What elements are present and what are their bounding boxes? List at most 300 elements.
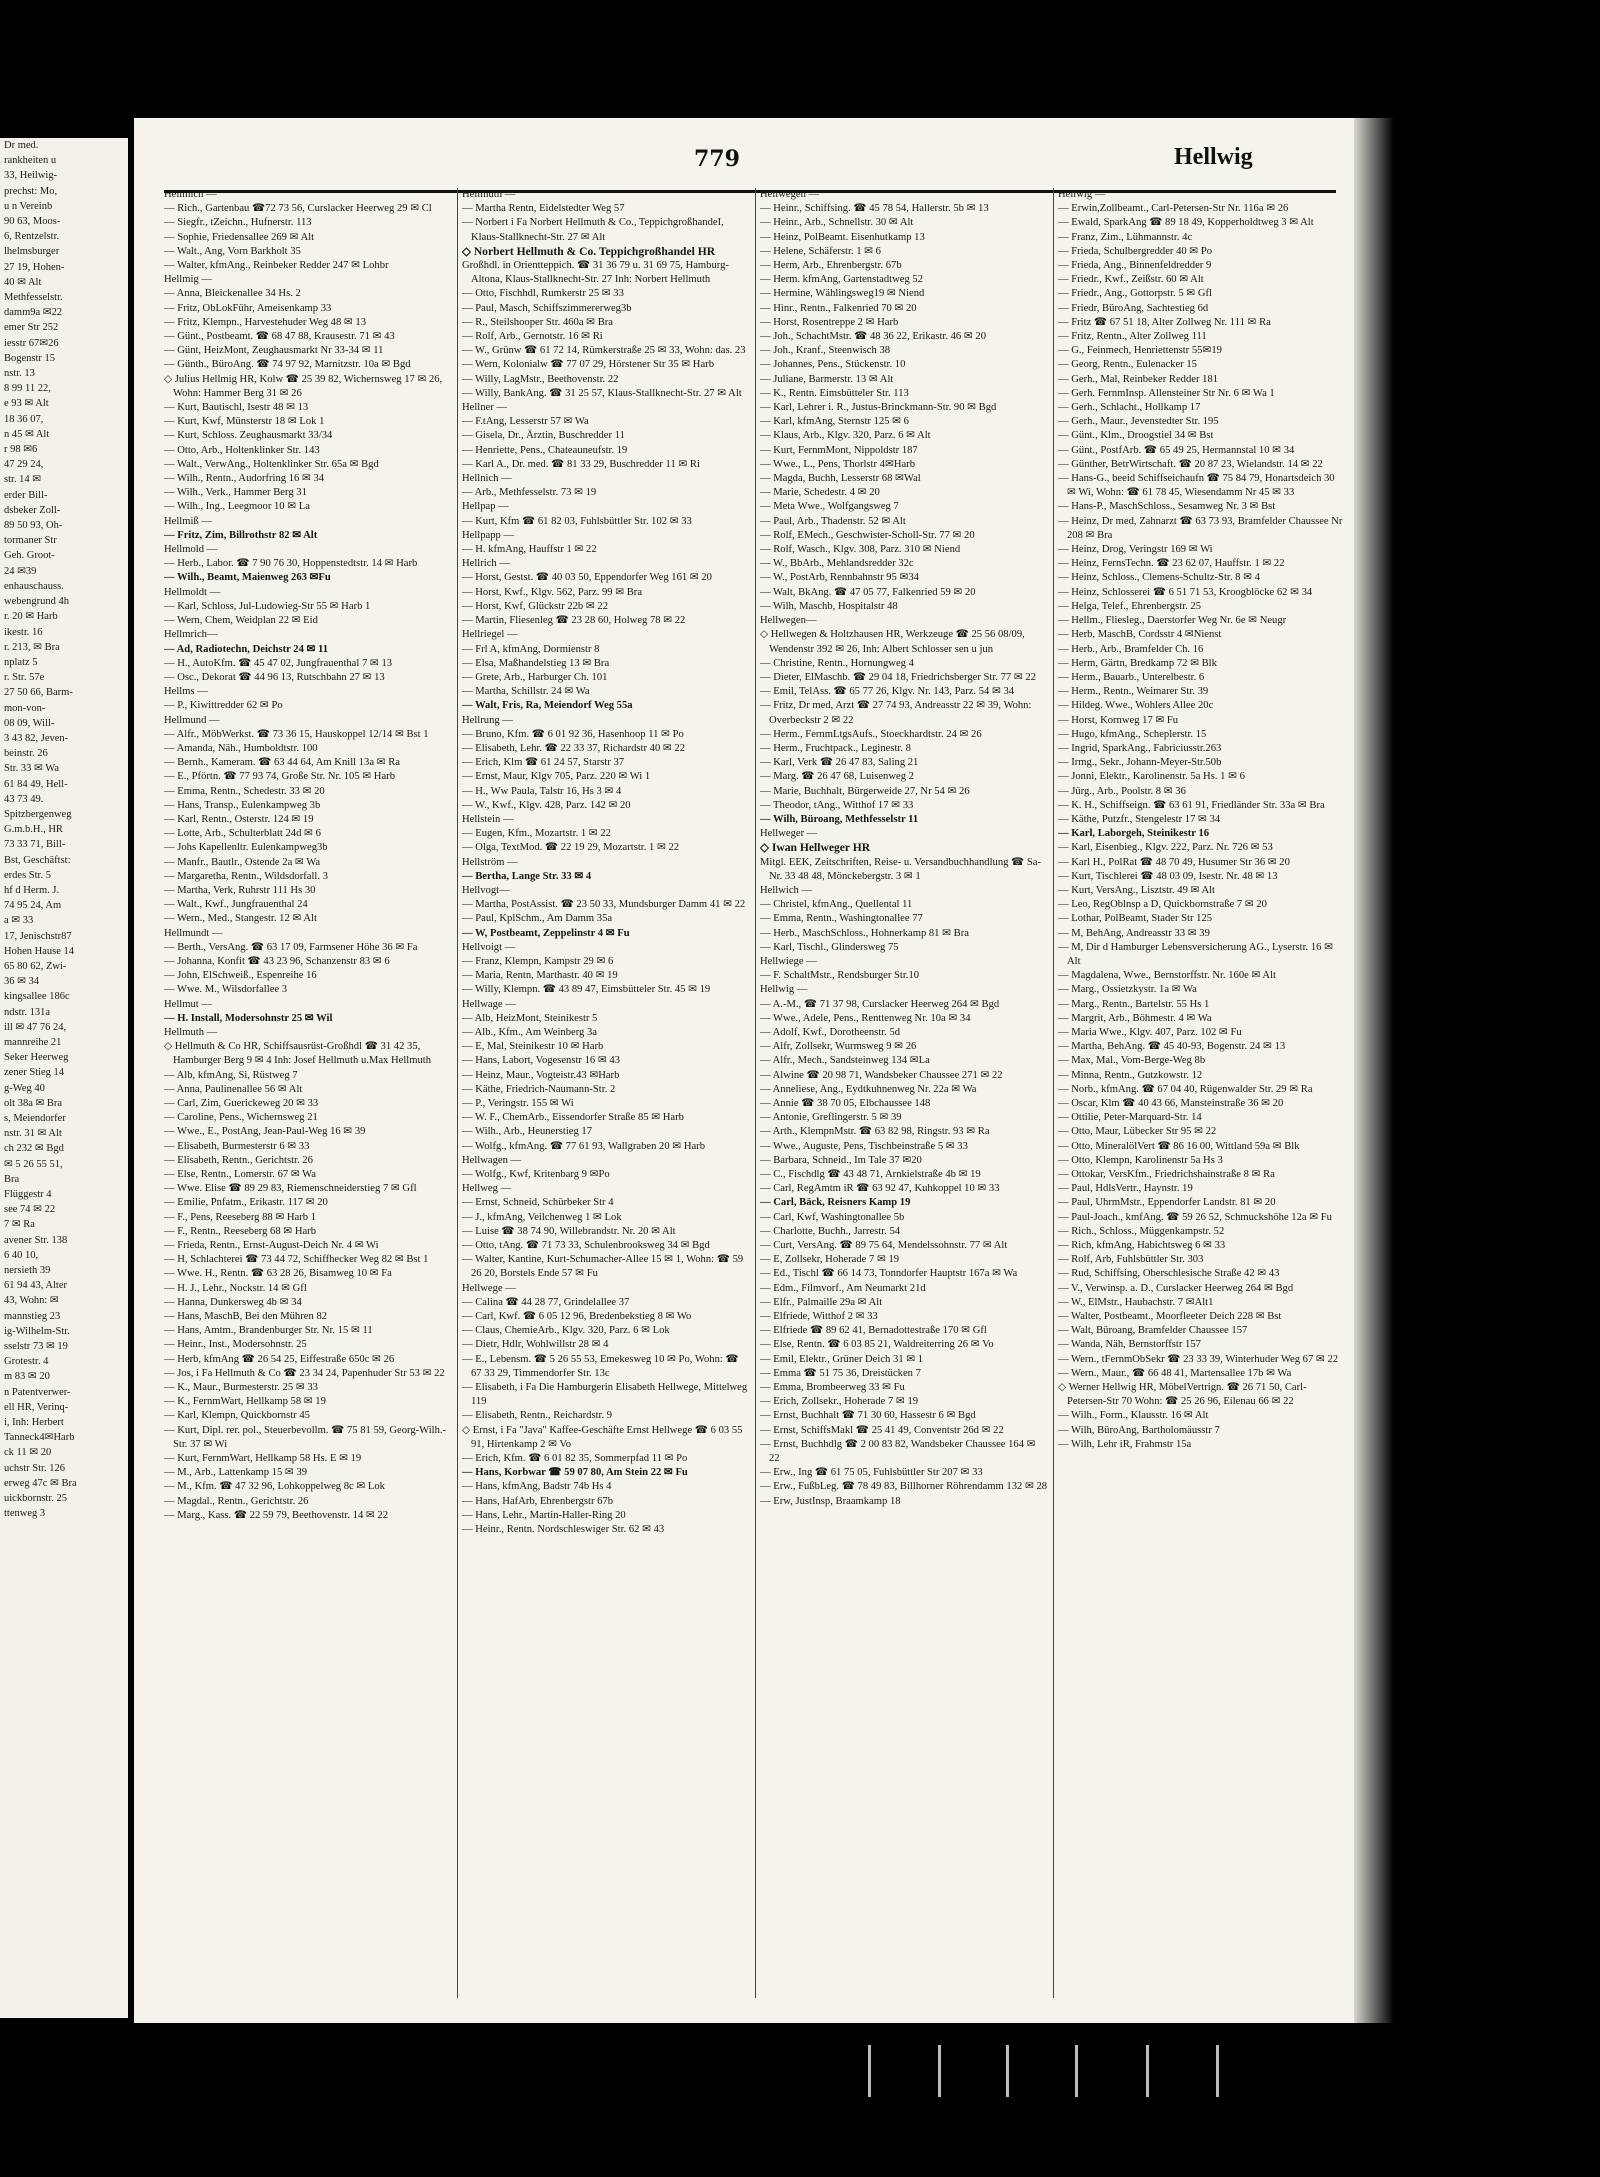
directory-entry: — Franz, Zim., Lühmannstr. 4c bbox=[1058, 231, 1193, 243]
directory-entry: — Willy, BankAng. ☎ 31 25 57, Klaus-Stallknecht-Str. 27 ✉ Alt bbox=[462, 387, 742, 399]
directory-entry: — Karl, kfmAng, Sternstr 125 ✉ 6 bbox=[760, 416, 909, 428]
left-page-line: beinstr. 26 bbox=[4, 748, 48, 760]
left-page-line: sselstr 73 ✉ 19 bbox=[4, 1341, 68, 1353]
directory-entry: — Wilh., Arb., Heunerstieg 17 bbox=[462, 1126, 593, 1138]
directory-entry: — Arth., KlempnMstr. ☎ 63 82 98, Ringstr. 93 ✉ Ra bbox=[760, 1126, 990, 1138]
directory-entry: — M., Arb., Lattenkamp 15 ✉ 39 bbox=[164, 1467, 308, 1479]
left-page-line: see 74 ✉ 22 bbox=[4, 1204, 56, 1216]
left-page-line: kingsallee 186c bbox=[4, 991, 70, 1003]
left-page-line: r 98 ✉6 bbox=[4, 444, 38, 456]
directory-entry: — Emil, TelAss. ☎ 65 77 26, Klgv. Nr. 143, Parz. 54 ✉ 34 bbox=[760, 686, 1015, 698]
directory-entry: — Antonie, Greflingerstr. 5 ✉ 39 bbox=[760, 1112, 902, 1124]
directory-entry: — Emma, Brombeerweg 33 ✉ Fu bbox=[760, 1382, 905, 1394]
left-page-line: nstr. 31 ✉ Alt bbox=[4, 1128, 62, 1140]
directory-entry: — Hans-G., beeid Schiffseichaufn ☎ 75 84 79, Honartsdeich 30 ✉ Wi, Wohn: ☎ 61 78 45, Wiesendamm Nr 45 ✉ 33 bbox=[1058, 473, 1335, 499]
directory-entry: — Amanda, Näh., Humboldtstr. 100 bbox=[164, 742, 318, 754]
directory-entry: — W., ElMstr., Haubachstr. 7 ✉Alt1 bbox=[1058, 1296, 1214, 1308]
column-heading: Hellmuth — bbox=[462, 189, 516, 200]
directory-entry: — Karl, Eisenbieg., Klgv. 222, Parz. Nr. 726 ✉ 53 bbox=[1058, 842, 1273, 854]
directory-entry: — M, BehAng, Andreasstr 33 ✉ 39 bbox=[1058, 927, 1210, 939]
directory-entry: — Otto, Fischhdl, Rumkerstr 25 ✉ 33 bbox=[462, 288, 624, 300]
directory-entry: ◇ Werner Hellwig HR, MöbelVertrign. ☎ 26 71 50, Carl-Petersen-Str 70 Wohn: ☎ 25 26 96, Eilenau 66 ✉ 22 bbox=[1058, 1382, 1307, 1408]
directory-entry: — H. kfmAng, Hauffstr 1 ✉ 22 bbox=[462, 544, 597, 556]
left-page-line: nstr. 13 bbox=[4, 368, 35, 380]
directory-entry: — F. SchaltMstr., Rendsburger Str.10 bbox=[760, 970, 920, 982]
directory-entry: — E., Lebensm. ☎ 5 26 55 53, Emekesweg 10 ✉ Po, Wohn: ☎ 67 33 29, Timmendorfer Str. 13c bbox=[462, 1353, 739, 1379]
directory-entry: — Eugen, Kfm., Mozartstr. 1 ✉ 22 bbox=[462, 828, 611, 840]
left-page-line: Tanneck4✉Harb bbox=[4, 1432, 75, 1444]
left-page-line: m 83 ✉ 20 bbox=[4, 1371, 50, 1383]
directory-entry: Hellwig — bbox=[760, 984, 808, 996]
directory-entry: — Walt., VerwAng., Holtenklinker Str. 65a ✉ Bgd bbox=[164, 458, 379, 470]
left-page-line: erweg 47c ✉ Bra bbox=[4, 1477, 77, 1489]
directory-entry: — Herb, MaschB, Cordsstr 4 ✉Nienst bbox=[1058, 629, 1222, 641]
directory-entry: — E, Mal, Steinikestr 10 ✉ Harb bbox=[462, 1041, 604, 1053]
directory-entry: — Ad, Radiotechn, Deichstr 24 ✉ 11 bbox=[164, 643, 329, 655]
directory-entry: Hellmiß — bbox=[164, 515, 212, 527]
directory-entry: — Rolf, Wasch., Klgv. 308, Parz. 310 ✉ Niend bbox=[760, 544, 961, 556]
directory-entry: — G., Feinmech, Henriettenstr 55✉19 bbox=[1058, 345, 1222, 357]
directory-entry: — Frl A, kfmAng, Dormienstr 8 bbox=[462, 643, 600, 655]
directory-entry: — Kurt, VersAng., Lisztstr. 49 ✉ Alt bbox=[1058, 884, 1215, 896]
directory-entry: — W. F., ChemArb., Eissendorfer Straße 85 ✉ Harb bbox=[462, 1112, 684, 1124]
directory-entry: — Emma, Rentn., Schedestr. 33 ✉ 20 bbox=[164, 785, 325, 797]
left-page-line: Bra bbox=[4, 1173, 20, 1185]
directory-entry: — Walter, Kantine, Kurt-Schumacher-Allee 15 ✉ 1, Wohn: ☎ 59 26 20, Borstels Ende 57 ✉ Fu bbox=[462, 1254, 744, 1280]
directory-entry: — Carl, Bäck, Reisners Kamp 19 bbox=[760, 1197, 911, 1209]
directory-entry: — Ingrid, SparkAng., Fabriciusstr.263 bbox=[1058, 742, 1222, 754]
left-page-line: Spitzbergenweg bbox=[4, 808, 72, 820]
left-page-line: nplatz 5 bbox=[4, 656, 38, 668]
directory-entry: Hellwage — bbox=[462, 998, 516, 1010]
running-head: Hellwig bbox=[1174, 144, 1253, 170]
directory-entry: — Paul, UhrmMstr., Eppendorfer Landstr. 81 ✉ 20 bbox=[1058, 1197, 1276, 1209]
directory-entry: — Alb, kfmAng, Si, Rüstweg 7 bbox=[164, 1069, 298, 1081]
left-page-line: 3 43 82, Jeven- bbox=[4, 732, 69, 744]
directory-entry: Hellmig — bbox=[164, 274, 212, 286]
directory-entry: Hellmut — bbox=[164, 998, 212, 1010]
left-page-line: s, Meiendorfer bbox=[4, 1113, 66, 1124]
directory-entry: — Norbert i Fa Norbert Hellmuth & Co., TeppichgroßhandeI, Klaus-Stallknecht-Str. 27 ✉ Alt bbox=[462, 217, 724, 243]
column-heading: Hellmich — bbox=[164, 189, 217, 200]
directory-entry: — Otto, MineralölVert ☎ 86 16 00, Wittland 59a ✉ Blk bbox=[1058, 1140, 1300, 1152]
directory-entry: Hellvogt— bbox=[462, 884, 510, 896]
directory-entry: — Rolf, Arb., Gernotstr. 16 ✉ Ri bbox=[462, 331, 603, 343]
directory-entry: — Karl, Laborgeh, Steinikestr 16 bbox=[1058, 828, 1210, 840]
left-page-line: ndstr. 131a bbox=[4, 1006, 51, 1018]
left-page-line: 73 33 71, Bill- bbox=[4, 839, 66, 851]
left-page-line: rankheiten u bbox=[4, 155, 57, 167]
directory-entry: — Martha, Verk, Ruhrstr 111 Hs 30 bbox=[164, 884, 316, 896]
directory-entry: — H. J., Lehr., Nockstr. 14 ✉ Gfl bbox=[164, 1282, 307, 1294]
directory-entry: — Carl, Kwf, Washingtonallee 5b bbox=[760, 1211, 905, 1223]
left-page-line: iesstr 67✉26 bbox=[4, 337, 59, 349]
directory-entry: — Maria Wwe., Klgv. 407, Parz. 102 ✉ Fu bbox=[1058, 1026, 1242, 1038]
directory-entry: — Norb., kfmAng. ☎ 67 04 40, Rügenwalder Str. 29 ✉ Ra bbox=[1058, 1083, 1313, 1095]
directory-entry: — Karl, Verk ☎ 26 47 83, Saling 21 bbox=[760, 757, 919, 769]
directory-entry: — Gerh., Maur., Jevenstedter Str. 195 bbox=[1058, 416, 1219, 428]
left-page-fragment bbox=[0, 138, 128, 2018]
directory-entry: — F.tAng, Lesserstr 57 ✉ Wa bbox=[462, 416, 589, 428]
directory-entry: — Wanda, Näh, Bernstorffstr 157 bbox=[1058, 1339, 1201, 1351]
directory-entry: — Siegfr., tZeichn., Hufnerstr. 113 bbox=[164, 217, 312, 229]
directory-entry: — Karl H., PolRat ☎ 48 70 49, Husumer Str 36 ✉ 20 bbox=[1058, 856, 1290, 868]
directory-entry: — Elsa, Maßhandelstieg 13 ✉ Bra bbox=[462, 657, 610, 669]
directory-entry: — Hellm., Fliesleg., Daerstorfer Weg Nr. 6e ✉ Neugr bbox=[1058, 615, 1287, 627]
directory-entry: — Herm., Fruchtpack., Leginestr. 8 bbox=[760, 742, 911, 754]
directory-entry: — K., Rentn. Eimsbütteler Str. 113 bbox=[760, 387, 909, 399]
directory-entry: — Curt, VersAng. ☎ 89 75 64, Mendelssohnstr. 77 ✉ Alt bbox=[760, 1240, 1008, 1252]
directory-entry: Hellriegel — bbox=[462, 629, 518, 641]
page-header bbox=[134, 138, 1354, 182]
left-page-line: 43, Wohn: ✉ bbox=[4, 1295, 59, 1307]
left-page-line: 24 ✉39 bbox=[4, 565, 37, 577]
directory-column-2 bbox=[462, 188, 750, 2008]
directory-entry: — Luise ☎ 38 74 90, Willebrandstr. Nr. 20 ✉ Alt bbox=[462, 1225, 676, 1237]
directory-entry: — Günth., BüroAng. ☎ 74 97 92, Marnitzstr. 10a ✉ Bgd bbox=[164, 359, 411, 371]
directory-entry: — Annie ☎ 38 70 05, Elbchaussee 148 bbox=[760, 1098, 931, 1109]
directory-entry: — Rich., Gartenbau ☎72 73 56, Curslacker Heerweg 29 ✉ Cl bbox=[164, 203, 432, 215]
left-page-line: mon-von- bbox=[4, 702, 46, 714]
directory-entry: — Walt., Kwf., Jungfrauenthal 24 bbox=[164, 899, 308, 911]
directory-entry: — Günt, HeizMont, Zeughausmarkt Nr 33-34 ✉ 11 bbox=[164, 345, 384, 357]
left-page-line: 47 29 24, bbox=[4, 459, 44, 471]
directory-entry: — Fritz, Klempn., Harvestehuder Weg 48 ✉ 13 bbox=[164, 316, 367, 328]
directory-entry: — Wwe., E., PostAng, Jean-Paul-Weg 16 ✉ 39 bbox=[164, 1126, 366, 1138]
directory-entry: — Oscar, Klm ☎ 40 43 66, Mansteinstraße 36 ✉ 20 bbox=[1058, 1098, 1284, 1109]
directory-entry: — W., Grünw ☎ 61 72 14, Rümkerstraße 25 ✉ 33, Wohn: das. 23 bbox=[462, 345, 746, 357]
directory-entry: — Elfriede ☎ 89 62 41, Bernadottestraße 170 ✉ Gfl bbox=[760, 1325, 987, 1337]
left-page-line: 36 ✉ 34 bbox=[4, 976, 40, 988]
directory-entry: — Horst, Kwf., Klgv. 562, Parz. 99 ✉ Bra bbox=[462, 586, 643, 598]
directory-entry: — Elisabeth, Rentn., Gerichtstr. 26 bbox=[164, 1154, 313, 1166]
directory-entry: — Johanna, Konfit ☎ 43 23 96, Schanzenstr 83 ✉ 6 bbox=[164, 955, 390, 967]
directory-entry: — Gerh. FernmInsp. Allensteiner Str Nr. 6 ✉ Wa 1 bbox=[1058, 387, 1275, 399]
directory-entry: — Karl, Rentn., Osterstr. 124 ✉ 19 bbox=[164, 813, 314, 825]
directory-entry: Hellmund — bbox=[164, 714, 220, 726]
directory-entry: — Joh., Kranf., Steenwisch 38 bbox=[760, 345, 891, 357]
directory-entry: — Marie, Buchhalt, Bürgerweide 27, Nr 54 ✉ 26 bbox=[760, 785, 970, 797]
directory-entry: Hellner — bbox=[462, 402, 508, 414]
directory-entry: — Adolf, Kwf., Dorotheenstr. 5d bbox=[760, 1026, 901, 1038]
directory-entry: — Herb., Arb., Bramfelder Ch. 16 bbox=[1058, 643, 1204, 655]
directory-entry: — Fritz, Dr med, Arzt ☎ 27 74 93, Andreasstr 22 ✉ 39, Wohn: Overbeckstr 2 ✉ 22 bbox=[760, 700, 1032, 726]
directory-entry: Hellrich — bbox=[462, 558, 510, 570]
left-page-line: n Patentverwer- bbox=[4, 1386, 71, 1398]
directory-entry: — Heinz, Schlosserei ☎ 6 51 71 53, Kroogblöcke 62 ✉ 34 bbox=[1058, 586, 1313, 598]
left-page-line: 61 84 49, Hell- bbox=[4, 778, 68, 790]
directory-entry: — Frieda, Ang., Binnenfeldredder 9 bbox=[1058, 260, 1212, 272]
directory-entry: — Karl, Lehrer i. R., Justus-Brinckmann-Str. 90 ✉ Bgd bbox=[760, 402, 997, 414]
directory-entry: — Karl, Tischl., Glindersweg 75 bbox=[760, 941, 899, 953]
directory-entry: — Martha Rentn, Eidelstedter Weg 57 bbox=[462, 203, 625, 215]
directory-entry: — Rud, Schiffsing, Oberschlesische Straße 42 ✉ 43 bbox=[1058, 1268, 1280, 1280]
directory-entry: — Frieda, Rentn., Ernst-August-Deich Nr. 4 ✉ Wi bbox=[164, 1240, 379, 1252]
left-page-line: lhelmsburger bbox=[4, 246, 60, 258]
directory-entry: — Herm. kfmAng, Gartenstadtweg 52 bbox=[760, 274, 923, 286]
left-page-line: Flüggestr 4 bbox=[4, 1189, 52, 1201]
directory-entry: — Charlotte, Buchh., Jarrestr. 54 bbox=[760, 1225, 901, 1237]
directory-entry: — Otto, Maur, Lübecker Str 95 ✉ 22 bbox=[1058, 1126, 1217, 1138]
directory-entry: — Dieter, ElMaschb. ☎ 29 04 18, Friedrichsberger Str. 77 ✉ 22 bbox=[760, 671, 1036, 683]
left-page-line: a ✉ 33 bbox=[4, 915, 34, 927]
directory-entry: — Sophie, Friedensallee 269 ✉ Alt bbox=[164, 231, 315, 243]
directory-entry: Hellpap — bbox=[462, 501, 509, 513]
directory-entry: — Wern., Maur., ☎ 66 48 41, Martensallee 17b ✉ Wa bbox=[1058, 1367, 1292, 1379]
left-page-line: 65 80 62, Zwi- bbox=[4, 960, 67, 972]
directory-entry: — Gerh., Mal, Reinbeker Redder 181 bbox=[1058, 373, 1219, 385]
directory-entry: — Anneliese, Ang., Eydtkuhnenweg Nr. 22a ✉ Wa bbox=[760, 1083, 977, 1095]
directory-entry: — Alfr., Mech., Sandsteinweg 134 ✉La bbox=[760, 1055, 930, 1067]
column-divider bbox=[1053, 188, 1054, 1998]
directory-entry: — Irmg., Sekr., Johann-Meyer-Str.50b bbox=[1058, 757, 1222, 769]
directory-entry: — Marg., Ossietzkystr. 1a ✉ Wa bbox=[1058, 984, 1197, 996]
left-page-line: Str. 33 ✉ Wa bbox=[4, 763, 60, 775]
directory-entry: — Else, Rentn. ☎ 6 03 85 21, Waldreiterring 26 ✉ Vo bbox=[760, 1339, 994, 1351]
directory-entry: — Jonni, Elektr., Karolinenstr. 5a Hs. 1 ✉ 6 bbox=[1058, 771, 1245, 783]
directory-entry: — Walter, Postbeamt., Moorfleeter Deich 228 ✉ Bst bbox=[1058, 1311, 1282, 1323]
directory-entry: — Lothar, PolBeamt, Stader Str 125 bbox=[1058, 913, 1213, 925]
directory-entry: — Carl, RegAmtm iR ☎ 63 92 47, Kuhkoppel 10 ✉ 33 bbox=[760, 1183, 1000, 1195]
directory-entry: Großhdl. in Orientteppich. ☎ 31 36 79 u. 31 69 75, Hamburg-Altona, Klaus-Stallknecht-Str. 27 Inh: Norbert Hellmuth bbox=[462, 260, 729, 286]
directory-entry: — Marg., Rentn., Bartelstr. 55 Hs 1 bbox=[1058, 998, 1210, 1010]
directory-entry: — Helene, Schäferstr. 1 ✉ 6 bbox=[760, 245, 881, 257]
directory-entry: Hellmoldt — bbox=[164, 586, 221, 598]
directory-entry: — Erich, Zollsekr., Hoherade 7 ✉ 19 bbox=[760, 1396, 919, 1408]
directory-entry: — Heinz, Dr med, Zahnarzt ☎ 63 73 93, Bramfelder Chaussee Nr 208 ✉ Bra bbox=[1058, 515, 1343, 541]
directory-entry: — Hans, Transp., Eulenkampweg 3b bbox=[164, 799, 321, 811]
directory-entry: — C., Fischdlg ☎ 43 48 71, Arnkielstraße 4b ✉ 19 bbox=[760, 1169, 981, 1181]
left-page-line: uchstr Str. 126 bbox=[4, 1462, 65, 1474]
left-page-line: r. 213, ✉ Bra bbox=[4, 641, 60, 653]
directory-entry: — Alfr, Zollsekr, Wurmsweg 9 ✉ 26 bbox=[760, 1041, 917, 1053]
directory-entry: — Hinr., Rentn., Falkenried 70 ✉ 20 bbox=[760, 302, 917, 314]
directory-entry: — Günt., PostfArb. ☎ 65 49 25, Hermannstal 10 ✉ 34 bbox=[1058, 444, 1295, 456]
directory-entry: — Wern, Kolonialw ☎ 77 07 29, Hörstener Str 35 ✉ Harb bbox=[462, 359, 714, 371]
left-page-line: 7 ✉ Ra bbox=[4, 1219, 35, 1231]
directory-entry: — H. Install, Modersohnstr 25 ✉ Wil bbox=[164, 1012, 333, 1024]
directory-entry: — Käthe, Friedrich-Naumann-Str. 2 bbox=[462, 1083, 616, 1095]
directory-entry: — H, Schlachterei ☎ 73 44 72, Schiffhecker Weg 82 ✉ Bst 1 bbox=[164, 1254, 429, 1266]
directory-entry: — Johannes, Pens., Stückenstr. 10 bbox=[760, 359, 906, 371]
left-page-line: n 45 ✉ Alt bbox=[4, 428, 50, 440]
directory-entry: Hellrung — bbox=[462, 714, 513, 726]
directory-entry: — Horst, Rosentreppe 2 ✉ Harb bbox=[760, 316, 899, 328]
directory-entry: — Ernst, Buchhalt ☎ 71 30 60, Hassestr 6 ✉ Bgd bbox=[760, 1410, 976, 1422]
directory-entry: ◇ Hellmuth & Co HR, Schiffsausrüst-Großhdl ☎ 31 42 35, Hamburger Berg 9 ✉ 4 Inh: Josef Hellmuth u.Max Hellmuth bbox=[164, 1041, 431, 1067]
directory-entry: — Günt., Postbeamt. ☎ 68 47 88, Krausestr. 71 ✉ 43 bbox=[164, 331, 395, 343]
directory-entry: — Alb., Kfm., Am Weinberg 3a bbox=[462, 1026, 597, 1038]
directory-entry: — Otto, Klempn, Karolinenstr 5a Hs 3 bbox=[1058, 1154, 1223, 1166]
directory-entry: — Hans, kfmAng, Badstr 74b Hs 4 bbox=[462, 1481, 612, 1493]
directory-column-3 bbox=[760, 188, 1048, 2008]
directory-entry: — Heinz, Drog, Veringstr 169 ✉ Wi bbox=[1058, 544, 1213, 556]
directory-entry: — Ernst, SchiffsMakl ☎ 25 41 49, Conventstr 26d ✉ 22 bbox=[760, 1424, 1004, 1436]
directory-entry: — Bruno, Kfm. ☎ 6 01 92 36, Hasenhoop 11 ✉ Po bbox=[462, 728, 684, 740]
left-page-line: mannstieg 23 bbox=[4, 1310, 61, 1322]
directory-entry: — Heinz, Maur., Vogteistr.43 ✉Harb bbox=[462, 1069, 620, 1081]
directory-entry: — Wilh., Beamt, Maienweg 263 ✉Fu bbox=[164, 572, 331, 584]
left-page-line: dsbeker Zoll- bbox=[4, 504, 61, 516]
directory-entry: — E, Zollsekr, Hoherade 7 ✉ 19 bbox=[760, 1254, 900, 1266]
left-page-line: Methfesselstr. bbox=[4, 292, 63, 304]
directory-entry: — F., Rentn., Reeseberg 68 ✉ Harb bbox=[164, 1225, 317, 1237]
directory-entry: — Walter, kfmAng., Reinbeker Redder 247 ✉ Lohbr bbox=[164, 260, 389, 272]
directory-entry: — Margrit, Arb., Böhmestr. 4 ✉ Wa bbox=[1058, 1012, 1212, 1024]
directory-entry: — Marg., Kass. ☎ 22 59 79, Beethovenstr. 14 ✉ 22 bbox=[164, 1509, 389, 1521]
directory-entry: — Barbara, Schneid., Im Tale 37 ✉20 bbox=[760, 1154, 922, 1166]
directory-entry: — Ernst, Schneid, Schürbeker Str 4 bbox=[462, 1197, 614, 1209]
directory-entry: — Bertha, Lange Str. 33 ✉ 4 bbox=[462, 870, 592, 882]
directory-entry: — Wilh, Büroang, Methfesselstr 11 bbox=[760, 813, 919, 825]
directory-entry: — Gerh., Schlacht., Hollkamp 17 bbox=[1058, 402, 1201, 414]
directory-entry: — Wilh., Rentn., Audorfring 16 ✉ 34 bbox=[164, 473, 325, 485]
directory-entry: Hellstein — bbox=[462, 813, 514, 825]
directory-entry: — W., BbArb., Mehlandsredder 32c bbox=[760, 558, 914, 570]
left-page-line: tormaner Str bbox=[4, 535, 57, 547]
directory-entry: Hellweg — bbox=[462, 1183, 512, 1195]
directory-entry: Hellnich — bbox=[462, 473, 512, 485]
directory-entry: — Friedr., Ang., Gottorpstr. 5 ✉ Gfl bbox=[1058, 288, 1212, 300]
directory-entry: — Maria, Rentn, Marthastr. 40 ✉ 19 bbox=[462, 970, 618, 982]
left-page-line: G.m.b.H., HR bbox=[4, 824, 63, 836]
directory-entry: ◇ Julius Hellmig HR, Kolw ☎ 25 39 82, Wichernsweg 17 ✉ 26, Wohn: Hammer Berg 31 ✉ 26 bbox=[164, 373, 443, 399]
directory-entry: — Theodor, tAng., Witthof 17 ✉ 33 bbox=[760, 799, 914, 811]
book-binding-edge bbox=[1354, 118, 1394, 2023]
directory-entry: Hellström — bbox=[462, 856, 518, 868]
directory-entry: — Kurt, Dipl. rer. pol., Steuerbevollm. ☎ 75 81 59, Georg-Wilh.-Str. 37 ✉ Wi bbox=[164, 1424, 447, 1450]
left-page-line: Bogenstr 15 bbox=[4, 352, 56, 364]
directory-entry: — Ottokar, VersKfm., Friedrichshainstraße 8 ✉ Ra bbox=[1058, 1169, 1275, 1181]
directory-entry: — Emma, Rentn., Washingtonallee 77 bbox=[760, 913, 923, 925]
directory-entry: — Rolf, EMech., Geschwister-Scholl-Str. 77 ✉ 20 bbox=[760, 529, 975, 541]
left-page-line: Bst, Geschäftst: bbox=[4, 854, 71, 866]
directory-entry: — Alwine ☎ 20 98 71, Wandsbeker Chaussee 271 ✉ 22 bbox=[760, 1069, 1003, 1081]
left-page-line: Geh. Groot- bbox=[4, 550, 55, 562]
directory-entry: — Edm., Filmvorf., Am Neumarkt 21d bbox=[760, 1282, 926, 1294]
left-page-line: ck 11 ✉ 20 bbox=[4, 1447, 52, 1459]
directory-entry: ◇ Norbert Hellmuth & Co. Teppichgroßhandel HR bbox=[462, 244, 716, 258]
directory-entry: — Grete, Arb., Harburger Ch. 101 bbox=[462, 671, 608, 683]
directory-entry: — J., kfmAng, Veilchenweg 1 ✉ Lok bbox=[462, 1211, 622, 1223]
directory-entry: — A.-M., ☎ 71 37 98, Curslacker Heerweg 264 ✉ Bgd bbox=[760, 998, 1000, 1010]
column-divider bbox=[457, 188, 458, 1998]
left-page-line: r. Str. 57e bbox=[4, 672, 45, 684]
directory-entry: — Gisela, Dr., Ärztin, Buschredder 11 bbox=[462, 430, 625, 442]
directory-entry: — Else, Rentn., Lomerstr. 67 ✉ Wa bbox=[164, 1169, 316, 1181]
left-page-line: 6 40 10, bbox=[4, 1249, 39, 1261]
left-page-line: nersieth 39 bbox=[4, 1265, 51, 1277]
directory-entry: — Fritz, ObLokFühr, Ameisenkamp 33 bbox=[164, 302, 332, 314]
directory-entry: — Herm., FernmLtgsAufs., Stoeckhardtstr. 24 ✉ 26 bbox=[760, 728, 982, 740]
directory-entry: — M, Dir d Hamburger Lebensversicherung AG., Lyserstr. 16 ✉ Alt bbox=[1058, 941, 1333, 967]
directory-entry: — Friedr, BüroAng, Sachtestieg 6d bbox=[1058, 302, 1209, 314]
directory-entry: — Jürg., Arb., Poolstr. 8 ✉ 36 bbox=[1058, 785, 1186, 797]
directory-entry: — Karl, Schloss, Jul-Ludowieg-Str 55 ✉ Harb 1 bbox=[164, 600, 371, 612]
directory-entry: — Horst, Kwf, Glückstr 22b ✉ 22 bbox=[462, 600, 608, 612]
directory-entry: — Fritz, Rentn., Alter Zollweg 111 bbox=[1058, 331, 1207, 343]
directory-entry: — F., Pens, Reeseberg 88 ✉ Harb 1 bbox=[164, 1211, 317, 1223]
directory-entry: — Martha, BehAng. ☎ 45 40-93, Bogenstr. 24 ✉ 13 bbox=[1058, 1041, 1286, 1053]
directory-entry: — Paul, Masch, Schiffszimmererweg3b bbox=[462, 302, 632, 314]
left-page-line: avener Str. 138 bbox=[4, 1234, 68, 1246]
directory-entry: — Kurt, Bautischl, Isestr 48 ✉ 13 bbox=[164, 402, 309, 414]
directory-entry: — Fritz ☎ 67 51 18, Alter Zollweg Nr. 111 ✉ Ra bbox=[1058, 316, 1271, 328]
directory-entry: — Wilh., Form., Klausstr. 16 ✉ Alt bbox=[1058, 1410, 1209, 1422]
directory-entry: — Heinz, Schloss., Clemens-Schultz-Str. 8 ✉ 4 bbox=[1058, 572, 1260, 584]
left-page-line: damm9a ✉22 bbox=[4, 307, 63, 319]
directory-entry: — Arb., Methfesselstr. 73 ✉ 19 bbox=[462, 487, 597, 499]
directory-entry: Hellmrich— bbox=[164, 629, 218, 641]
directory-entry: — Johs Kapellenltr. Eulenkampweg3b bbox=[164, 842, 328, 854]
directory-entry: — Emil, Elektr., Grüner Deich 31 ✉ 1 bbox=[760, 1353, 924, 1365]
directory-entry: — Hans, MaschB, Bei den Mühren 82 bbox=[164, 1311, 328, 1323]
directory-entry: — Heinz, FernsTechn. ☎ 23 62 07, Hauffstr. 1 ✉ 22 bbox=[1058, 558, 1285, 570]
directory-entry: — Georg, Rentn., Eulenacker 15 bbox=[1058, 359, 1197, 371]
directory-entry: — Wwe. H., Rentn. ☎ 63 28 26, Bisamweg 10 ✉ Fa bbox=[164, 1268, 392, 1280]
directory-entry: — Paul-Joach., kmfAng. ☎ 59 26 52, Schmuckshöhe 12a ✉ Fu bbox=[1058, 1211, 1332, 1223]
left-page-line: 27 19, Hohen- bbox=[4, 261, 65, 273]
directory-entry: — Erw., FußbLeg. ☎ 78 49 83, Billhorner Röhrendamm 132 ✉ 28 bbox=[760, 1481, 1048, 1493]
directory-entry: — Wern., Med., Stangestr. 12 ✉ Alt bbox=[164, 913, 317, 925]
directory-entry: — Martha, Schillstr. 24 ✉ Wa bbox=[462, 686, 590, 698]
directory-entry: — Emilie, Pnfatm., Erikastr. 117 ✉ 20 bbox=[164, 1197, 328, 1209]
directory-entry: — Wolfg., kfmAng. ☎ 77 61 93, Wallgraben 20 ✉ Harb bbox=[462, 1140, 705, 1152]
directory-entry: — Wilh, Lehr iR, Frahmstr 15a bbox=[1058, 1438, 1192, 1450]
directory-entry: — Anna, Bleickenallee 34 Hs. 2 bbox=[164, 288, 301, 300]
directory-entry: — Ottilie, Peter-Marquard-Str. 14 bbox=[1058, 1112, 1202, 1124]
directory-entry: — Ernst, Buchhdlg ☎ 2 00 83 82, Wandsbeker Chaussee 164 ✉ 22 bbox=[760, 1438, 1036, 1465]
directory-page bbox=[134, 118, 1354, 2023]
directory-entry: — Claus, ChemieArb., Klgv. 320, Parz. 6 ✉ Lok bbox=[462, 1325, 670, 1337]
directory-entry: — Juliane, Barmerstr. 13 ✉ Alt bbox=[760, 373, 894, 385]
directory-entry: — Fritz, Zim, Billrothstr 82 ✉ Alt bbox=[164, 529, 318, 541]
directory-entry: — Hans, HafArb, Ehrenbergstr 67b bbox=[462, 1495, 614, 1507]
directory-entry: — Ewald, SparkAng ☎ 89 18 49, Kopperholdtweg 3 ✉ Alt bbox=[1058, 217, 1314, 229]
left-page-line: 43 73 49. bbox=[4, 793, 44, 805]
directory-entry: — Walt., Ang, Vorn Barkholt 35 bbox=[164, 245, 301, 257]
directory-entry: — Wwe., Auguste, Pens, Tischbeinstraße 5 ✉ 33 bbox=[760, 1140, 968, 1152]
column-divider bbox=[755, 188, 756, 1998]
directory-entry: — Margaretha, Rentn., Wildsdorfall. 3 bbox=[164, 870, 328, 882]
microfilm-marks bbox=[0, 2035, 1600, 2115]
directory-entry: — John, ElSchweiß., Espenreihe 16 bbox=[164, 970, 317, 982]
directory-entry: — Hans, Amtm., Brandenburger Str. Nr. 15 ✉ 11 bbox=[164, 1325, 373, 1337]
directory-entry: — Herb., MaschSchloss., Hohnerkamp 81 ✉ Bra bbox=[760, 927, 969, 939]
directory-entry: — E., Pförtn. ☎ 77 93 74, Große Str. Nr. 105 ✉ Harb bbox=[164, 771, 395, 783]
directory-entry: — Elfriede, Witthof 2 ✉ 33 bbox=[760, 1311, 878, 1323]
directory-entry: — W, Postbeamt, Zeppelinstr 4 ✉ Fu bbox=[462, 927, 630, 939]
page-number: 779 bbox=[694, 146, 740, 172]
directory-entry: — P., Kiwittredder 62 ✉ Po bbox=[164, 700, 283, 712]
left-page-line: prechst: Mo, bbox=[4, 185, 58, 197]
directory-entry: — Berth., VersAng. ☎ 63 17 09, Farmsener Höhe 36 ✉ Fa bbox=[164, 941, 418, 953]
left-page-line: Hohen Hause 14 bbox=[4, 945, 74, 957]
directory-entry: Hellwege — bbox=[462, 1282, 516, 1294]
directory-entry: — Klaus, Arb., Klgv. 320, Parz. 6 ✉ Alt bbox=[760, 430, 931, 442]
directory-entry: — H., Ww Paula, Talstr 16, Hs 3 ✉ 4 bbox=[462, 785, 622, 797]
left-page-line: uickbornstr. 25 bbox=[4, 1493, 67, 1505]
directory-entry: — Hanna, Dunkersweg 4b ✉ 34 bbox=[164, 1296, 302, 1308]
directory-entry: — Wwe. M., Wilsdorfallee 3 bbox=[164, 984, 288, 996]
directory-entry: — Willy, LagMstr., Beethovenstr. 22 bbox=[462, 373, 619, 385]
directory-entry: — Hugo, kfmAng., Scheplerstr. 15 bbox=[1058, 728, 1207, 740]
directory-entry: — P., Veringstr. 155 ✉ Wi bbox=[462, 1098, 574, 1109]
directory-entry: — Heinr., Rentn. Nordschleswiger Str. 62 ✉ 43 bbox=[462, 1524, 665, 1536]
directory-entry: — Wolfg., Kwf, Kritenbarg 9 ✉Po bbox=[462, 1169, 610, 1181]
directory-columns bbox=[164, 188, 1344, 2008]
directory-entry: — Paul, HdlsVertr., Haynstr. 19 bbox=[1058, 1183, 1193, 1195]
